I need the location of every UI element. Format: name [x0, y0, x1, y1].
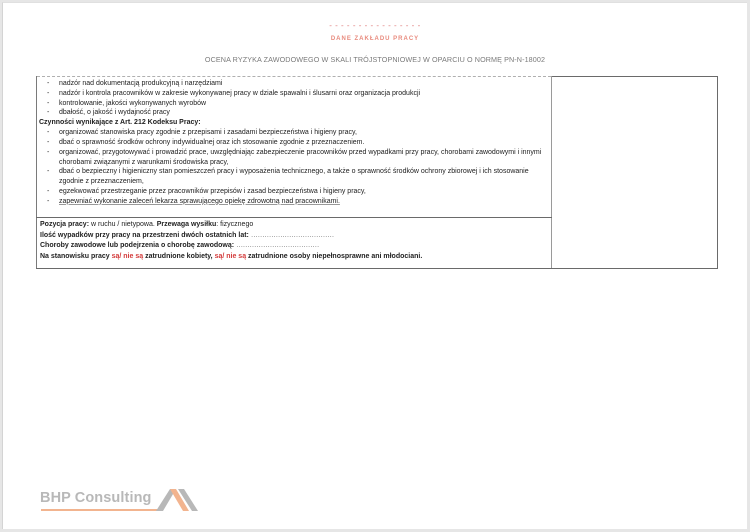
staff-suffix: zatrudnione osoby niepełnosprawne ani młodociani.	[246, 252, 423, 260]
list-item: - dbać o sprawność środków ochrony indywidualnej oraz ich stosowanie zgodnie z przeznaczeniem.	[39, 138, 547, 148]
accidents-value: .....................................	[248, 231, 335, 239]
staff-choice-disabled: są/ nie są	[214, 252, 247, 260]
decorative-dash-line: - - - - - - - - - - - - - - - -	[329, 21, 421, 30]
duties-cell	[37, 77, 552, 218]
diseases-label: Choroby zawodowe lub podejrzenia o chorobę zawodową:	[40, 242, 235, 250]
list-item: - egzekwować przestrzeganie przez pracowników przepisów i zasad bezpieczeństwa i higieny pracy,	[39, 187, 547, 197]
staff-line	[40, 252, 547, 263]
list-item: - kontrolowanie, jakości wykonywanych wyrobów	[39, 99, 547, 109]
art212-list	[39, 128, 547, 206]
diseases-line	[40, 241, 547, 252]
effort-value: : fizycznego	[216, 221, 254, 228]
list-item: - zapewniać wykonanie zaleceń lekarza sprawującego opiekę zdrowotną nad pracownikami.	[39, 197, 547, 207]
company-logo-text: BHP Consulting	[40, 490, 152, 506]
accidents-line	[40, 231, 547, 242]
list-item: - organizować, przygotowywać i prowadzić prace, uwzględniając zabezpieczenie pracowników przed wypadkami przy pracy, chorobami zawodowymi i innymi chorobami związanymi z warunkami środowiska pracy,	[39, 148, 547, 168]
roof-logo-icon	[156, 486, 202, 512]
effort-label: Przewaga wysiłku	[156, 221, 217, 228]
duties-list	[39, 79, 547, 118]
position-label: Pozycja pracy:	[40, 221, 90, 228]
staff-choice-women: są/ nie są	[111, 252, 146, 260]
list-item: - organizować stanowiska pracy zgodnie z przepisami i zasadami bezpieczeństwa i higieny pracy,	[39, 128, 547, 138]
section-title: DANE ZAKŁADU PRACY	[330, 36, 420, 42]
list-item: - dbałość, o jakość i wydajność pracy	[39, 108, 547, 118]
list-item: - nadzór nad dokumentacją produkcyjną i narzędziami	[39, 79, 547, 89]
document-page	[2, 2, 747, 529]
job-description-table	[36, 76, 718, 269]
position-line	[40, 220, 547, 231]
diseases-value: .....................................	[234, 242, 320, 250]
staff-middle: zatrudnione kobiety,	[145, 252, 215, 260]
logo-underline	[41, 509, 159, 511]
staff-prefix: Na stanowisku pracy	[40, 252, 112, 260]
art212-heading: Czynności wynikające z Art. 212 Kodeksu Pracy:	[39, 119, 201, 127]
list-item: - nadzór i kontrola pracowników w zakresie wykonywanej pracy w dziale spawalni i ślusarni oraz organizacja produkcji	[39, 89, 547, 99]
position-value: w ruchu / nietypowa.	[89, 221, 157, 228]
list-item: - dbać o bezpieczny i higieniczny stan pomieszczeń pracy i wyposażenia technicznego, a także o sprawność środków ochrony zbiorowej i ich stosowanie zgodnie z przeznaczeniem,	[39, 167, 547, 187]
info-cell	[37, 218, 552, 269]
document-title: OCENA RYZYKA ZAWODOWEGO W SKALI TRÓJSTOPNIOWEJ W OPARCIU O NORMĘ PN-N-18002	[204, 55, 546, 64]
side-empty-cell	[552, 77, 718, 269]
accidents-label: Ilość wypadków przy pracy na przestrzeni dwóch ostatnich lat:	[40, 231, 249, 239]
